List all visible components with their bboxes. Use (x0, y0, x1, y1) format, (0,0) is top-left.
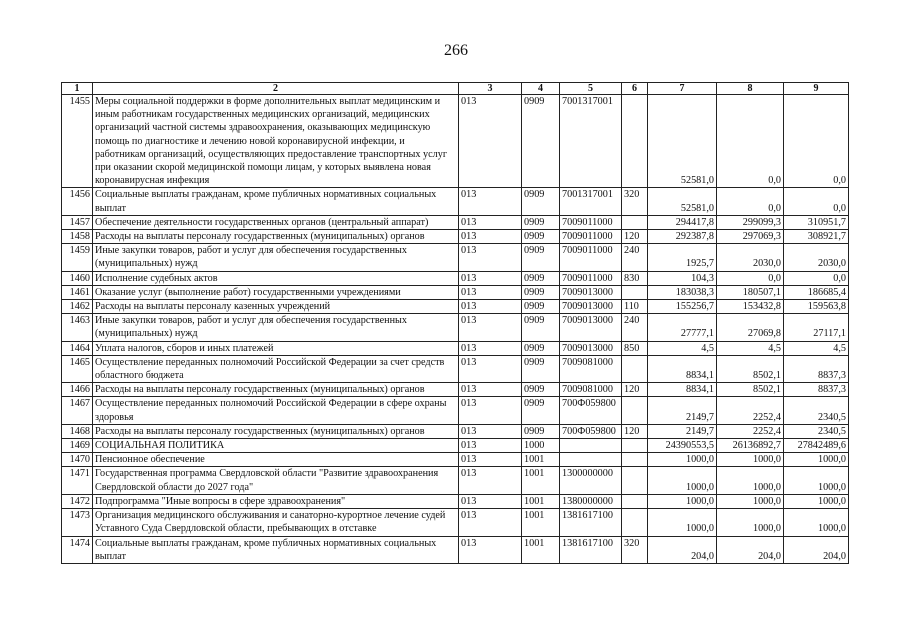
page-number: 266 (444, 42, 468, 59)
row-col3: 013 (459, 314, 522, 341)
row-col7: 292387,8 (648, 230, 717, 244)
header-col-1: 1 (62, 83, 93, 95)
row-col8: 2252,4 (717, 397, 784, 424)
row-col7: 27777,1 (648, 314, 717, 341)
header-col-2: 2 (93, 83, 459, 95)
row-col4: 0909 (522, 244, 560, 271)
row-col3: 013 (459, 300, 522, 314)
row-col3: 013 (459, 453, 522, 467)
row-name: Меры социальной поддержки в форме дополнительных выплат медицинским и иным работникам государственных медицинских организаций, медицинских организаций частной системы здравоохранения, оказывающих медицинскую помощь по диагностике и лечению новой коронавирусной инфекции, и работникам организаций, осуществляющих предоставление транспортных услуг при оказании скорой медицинской помощи лицам, у которых выявлена новая коронавирусная инфекция (93, 95, 459, 188)
row-name: Организация медицинского обслуживания и санаторно-курортное лечение судей Уставного Суда Свердловской области, пребывающих в отставке (93, 509, 459, 536)
row-col9: 27842489,6 (784, 439, 849, 453)
row-col9: 27117,1 (784, 314, 849, 341)
row-col9: 1000,0 (784, 467, 849, 494)
row-name: Расходы на выплаты персоналу государственных (муниципальных) органов (93, 383, 459, 397)
row-col8: 26136892,7 (717, 439, 784, 453)
row-col7: 1000,0 (648, 494, 717, 508)
row-col8: 1000,0 (717, 467, 784, 494)
table-row (62, 341, 849, 355)
row-col8: 0,0 (717, 271, 784, 285)
row-number: 1464 (62, 341, 93, 355)
table-row (62, 424, 849, 438)
row-col6 (622, 285, 648, 299)
row-col9: 2340,5 (784, 424, 849, 438)
row-col4: 0909 (522, 230, 560, 244)
row-col8: 27069,8 (717, 314, 784, 341)
row-col8: 1000,0 (717, 494, 784, 508)
row-number: 1463 (62, 314, 93, 341)
row-col3: 013 (459, 509, 522, 536)
row-col6: 240 (622, 244, 648, 271)
row-name: Социальные выплаты гражданам, кроме публичных нормативных социальных выплат (93, 536, 459, 563)
row-col6: 120 (622, 383, 648, 397)
row-number: 1461 (62, 285, 93, 299)
row-col8: 8502,1 (717, 383, 784, 397)
row-col7: 1000,0 (648, 453, 717, 467)
row-number: 1457 (62, 215, 93, 229)
row-col5: 7009011000 (560, 215, 622, 229)
table-row (62, 300, 849, 314)
row-col8: 204,0 (717, 536, 784, 563)
row-name: Социальные выплаты гражданам, кроме публичных нормативных социальных выплат (93, 188, 459, 215)
row-number: 1462 (62, 300, 93, 314)
row-col8: 299099,3 (717, 215, 784, 229)
row-col9: 8837,3 (784, 383, 849, 397)
row-col4: 0909 (522, 285, 560, 299)
row-col4: 0909 (522, 300, 560, 314)
row-number: 1460 (62, 271, 93, 285)
row-name: Исполнение судебных актов (93, 271, 459, 285)
row-number: 1468 (62, 424, 93, 438)
row-number: 1470 (62, 453, 93, 467)
row-col7: 294417,8 (648, 215, 717, 229)
row-name: СОЦИАЛЬНАЯ ПОЛИТИКА (93, 439, 459, 453)
table-row (62, 467, 849, 494)
row-number: 1465 (62, 355, 93, 382)
row-col3: 013 (459, 285, 522, 299)
row-col3: 013 (459, 467, 522, 494)
row-col6: 120 (622, 424, 648, 438)
row-col4: 0909 (522, 341, 560, 355)
table-row (62, 271, 849, 285)
row-col6: 850 (622, 341, 648, 355)
table-row (62, 453, 849, 467)
row-col5: 7001317001 (560, 95, 622, 188)
row-col9: 4,5 (784, 341, 849, 355)
row-col9: 310951,7 (784, 215, 849, 229)
row-number: 1466 (62, 383, 93, 397)
row-col8: 1000,0 (717, 453, 784, 467)
row-col7: 183038,3 (648, 285, 717, 299)
row-col9: 204,0 (784, 536, 849, 563)
row-col3: 013 (459, 424, 522, 438)
table-row (62, 230, 849, 244)
table-row (62, 244, 849, 271)
row-col8: 180507,1 (717, 285, 784, 299)
row-col3: 013 (459, 95, 522, 188)
header-col-3: 3 (459, 83, 522, 95)
row-col9: 0,0 (784, 271, 849, 285)
row-number: 1455 (62, 95, 93, 188)
row-col6 (622, 453, 648, 467)
row-col4: 0909 (522, 424, 560, 438)
table-row (62, 215, 849, 229)
row-number: 1474 (62, 536, 93, 563)
row-col6 (622, 355, 648, 382)
row-col7: 8834,1 (648, 383, 717, 397)
row-number: 1472 (62, 494, 93, 508)
row-col7: 1925,7 (648, 244, 717, 271)
row-number: 1469 (62, 439, 93, 453)
row-col5: 1380000000 (560, 494, 622, 508)
row-col4: 0909 (522, 314, 560, 341)
table-row (62, 188, 849, 215)
row-col3: 013 (459, 355, 522, 382)
row-col4: 0909 (522, 271, 560, 285)
row-col9: 2030,0 (784, 244, 849, 271)
row-name: Расходы на выплаты персоналу казенных учреждений (93, 300, 459, 314)
budget-table (61, 82, 849, 564)
row-col6: 320 (622, 536, 648, 563)
row-col3: 013 (459, 244, 522, 271)
row-col5: 7009013000 (560, 341, 622, 355)
row-col3: 013 (459, 439, 522, 453)
row-col7: 24390553,5 (648, 439, 717, 453)
row-col6: 830 (622, 271, 648, 285)
row-col6: 110 (622, 300, 648, 314)
row-number: 1471 (62, 467, 93, 494)
row-name: Пенсионное обеспечение (93, 453, 459, 467)
row-name: Осуществление переданных полномочий Российской Федерации за счет средств областного бюджета (93, 355, 459, 382)
table-row (62, 355, 849, 382)
row-col5: 7009013000 (560, 300, 622, 314)
row-col9: 0,0 (784, 95, 849, 188)
row-col8: 2030,0 (717, 244, 784, 271)
row-col7: 2149,7 (648, 397, 717, 424)
row-col8: 0,0 (717, 188, 784, 215)
row-number: 1456 (62, 188, 93, 215)
row-col8: 1000,0 (717, 509, 784, 536)
header-col-7: 7 (648, 83, 717, 95)
table-row (62, 439, 849, 453)
row-col5: 1300000000 (560, 467, 622, 494)
header-col-4: 4 (522, 83, 560, 95)
row-col9: 308921,7 (784, 230, 849, 244)
row-col9: 2340,5 (784, 397, 849, 424)
header-col-6: 6 (622, 83, 648, 95)
row-col8: 0,0 (717, 95, 784, 188)
row-col7: 204,0 (648, 536, 717, 563)
row-col8: 2252,4 (717, 424, 784, 438)
row-col7: 104,3 (648, 271, 717, 285)
table-row (62, 536, 849, 563)
row-name: Иные закупки товаров, работ и услуг для обеспечения государственных (муниципальных) нужд (93, 244, 459, 271)
table-row (62, 509, 849, 536)
row-col8: 4,5 (717, 341, 784, 355)
row-col5 (560, 439, 622, 453)
header-col-5: 5 (560, 83, 622, 95)
row-col8: 297069,3 (717, 230, 784, 244)
row-col8: 8502,1 (717, 355, 784, 382)
row-col4: 1001 (522, 453, 560, 467)
row-col3: 013 (459, 341, 522, 355)
row-col3: 013 (459, 536, 522, 563)
row-col7: 1000,0 (648, 509, 717, 536)
row-col9: 0,0 (784, 188, 849, 215)
row-col5: 1381617100 (560, 509, 622, 536)
header-col-9: 9 (784, 83, 849, 95)
row-col9: 1000,0 (784, 494, 849, 508)
row-col5: 7009013000 (560, 314, 622, 341)
row-col7: 155256,7 (648, 300, 717, 314)
row-col3: 013 (459, 230, 522, 244)
row-col8: 153432,8 (717, 300, 784, 314)
row-col5: 7009011000 (560, 271, 622, 285)
table-row (62, 285, 849, 299)
header-row (62, 83, 849, 95)
row-name: Расходы на выплаты персоналу государственных (муниципальных) органов (93, 230, 459, 244)
row-name: Государственная программа Свердловской области "Развитие здравоохранения Свердловской области до 2027 года" (93, 467, 459, 494)
row-col7: 1000,0 (648, 467, 717, 494)
row-col5: 7001317001 (560, 188, 622, 215)
row-col4: 1001 (522, 509, 560, 536)
row-col4: 0909 (522, 383, 560, 397)
row-col7: 2149,7 (648, 424, 717, 438)
row-col3: 013 (459, 383, 522, 397)
row-col3: 013 (459, 188, 522, 215)
row-col9: 1000,0 (784, 453, 849, 467)
row-col4: 0909 (522, 215, 560, 229)
row-col9: 8837,3 (784, 355, 849, 382)
row-col6 (622, 215, 648, 229)
row-col4: 0909 (522, 355, 560, 382)
row-col6: 320 (622, 188, 648, 215)
row-col7: 52581,0 (648, 188, 717, 215)
table-row (62, 383, 849, 397)
row-col7: 4,5 (648, 341, 717, 355)
row-col5: 7009081000 (560, 355, 622, 382)
row-col4: 1001 (522, 467, 560, 494)
row-col6 (622, 467, 648, 494)
row-col5: 700Ф059800 (560, 424, 622, 438)
row-col5: 7009011000 (560, 244, 622, 271)
row-col6 (622, 509, 648, 536)
row-col4: 0909 (522, 188, 560, 215)
row-name: Осуществление переданных полномочий Российской Федерации в сфере охраны здоровья (93, 397, 459, 424)
row-col5 (560, 453, 622, 467)
row-col4: 1000 (522, 439, 560, 453)
table-row (62, 494, 849, 508)
row-col6: 240 (622, 314, 648, 341)
row-col5: 7009013000 (560, 285, 622, 299)
row-col3: 013 (459, 397, 522, 424)
row-col6 (622, 439, 648, 453)
row-name: Расходы на выплаты персоналу государственных (муниципальных) органов (93, 424, 459, 438)
header-col-8: 8 (717, 83, 784, 95)
row-col7: 52581,0 (648, 95, 717, 188)
table-row (62, 314, 849, 341)
row-col3: 013 (459, 494, 522, 508)
row-col6 (622, 494, 648, 508)
row-col3: 013 (459, 271, 522, 285)
row-number: 1459 (62, 244, 93, 271)
row-col4: 0909 (522, 397, 560, 424)
row-col6 (622, 95, 648, 188)
table-body (62, 95, 849, 564)
row-col9: 1000,0 (784, 509, 849, 536)
row-col6: 120 (622, 230, 648, 244)
row-col9: 186685,4 (784, 285, 849, 299)
row-col5: 7009011000 (560, 230, 622, 244)
table-row (62, 95, 849, 188)
row-col9: 159563,8 (784, 300, 849, 314)
row-name: Иные закупки товаров, работ и услуг для обеспечения государственных (муниципальных) нужд (93, 314, 459, 341)
row-name: Оказание услуг (выполнение работ) государственными учреждениями (93, 285, 459, 299)
row-col4: 0909 (522, 95, 560, 188)
row-name: Уплата налогов, сборов и иных платежей (93, 341, 459, 355)
row-number: 1473 (62, 509, 93, 536)
row-col3: 013 (459, 215, 522, 229)
row-col6 (622, 397, 648, 424)
row-number: 1467 (62, 397, 93, 424)
row-col7: 8834,1 (648, 355, 717, 382)
row-col5: 7009081000 (560, 383, 622, 397)
row-col5: 700Ф059800 (560, 397, 622, 424)
row-col4: 1001 (522, 494, 560, 508)
row-name: Подпрограмма "Иные вопросы в сфере здравоохранения" (93, 494, 459, 508)
row-number: 1458 (62, 230, 93, 244)
row-col4: 1001 (522, 536, 560, 563)
table-row (62, 397, 849, 424)
row-name: Обеспечение деятельности государственных органов (центральный аппарат) (93, 215, 459, 229)
row-col5: 1381617100 (560, 536, 622, 563)
